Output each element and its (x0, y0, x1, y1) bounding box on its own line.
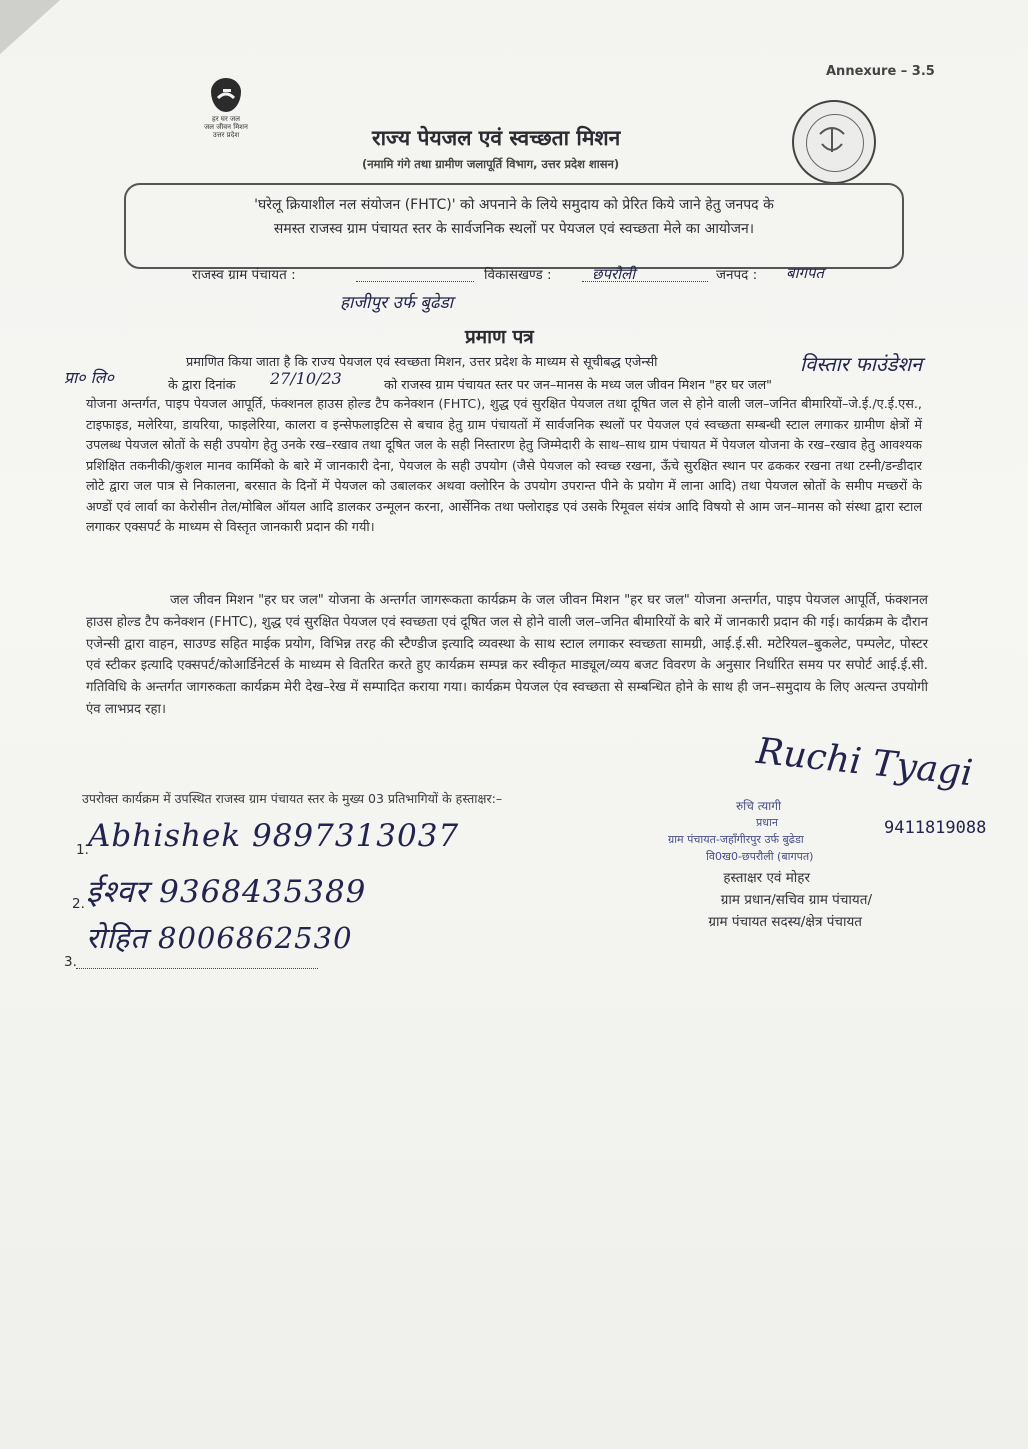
participant-1-signature: Abhishek 9897313037 (88, 818, 460, 854)
stamp-role: प्रधान (756, 816, 778, 829)
vikaskhand-dots (582, 281, 708, 282)
logo-tagline: हर घर जल जल जीवन मिशन उत्तर प्रदेश (204, 115, 248, 139)
para1-body: योजना अन्तर्गत, पाइप पेयजल आपूर्ति, फंक्शनल हाउस होल्ड टैप कनेक्शन (FHTC), शुद्ध एवं सुरक्षित पेयजल तथा दूषित जल से होने वाली जल–जनित बीमारियों–जे.ई./ए.ई.एस., टाइफाइड, मलेरिया, डायरिया, फाइलेरिया, कालरा व इन्सेफलाइटिस से बचाव हेतु ग्राम पंचायतों में सार्वजनिक स्थलों पर पेयजल एवं स्वच्छता सम्बन्धी स्टाल लगाकर ग्रामीण क्षेत्रों में उपलब्ध पेयजल स्रोतों के सही उपयोग हेतु उनके रख–रखाव तथा दूषित जल के सही निस्तारण हेतु जिम्मेदारी के साथ–साथ ग्राम पंचायत में पेयजल योजना के रख–रखाव हेतु आवश्यक प्रशिक्षित तकनीकी/कुशल मानव कार्मिको के बारे में जानकारी देना, पेयजल के सही उपयोग (जैसे पेयजल को स्वच्छ रखना, ऊँचे सुरक्षित स्थान पर ढककर रखना तथा टस्नी/डन्डीदार लोटे द्वारा जल पात्र से निकालना, बरसात के दिनों में पेयजल को उबालकर अथवा क्लोरिन के उपयोग उपरान्त पीने के प्रयोग में लाना आदि) तथा पेयजल स्रोतों के समीप मच्छरों के अण्डों एवं लार्वा का केरोसीन तेल/मोबिल ऑयल आदि डालकर उन्मूलन करना, आर्सेनिक तथा फ्लोराइड एवं उसके रिमूवल संयंत्र आदि विषयो से आम जन–मानस को संस्था द्वारा स्टाल लगाकर एक्सपर्ट के माध्यम से विस्तृत जानकारी प्रदान की गयी। (86, 397, 922, 535)
event-title-box (124, 183, 904, 269)
janpad-value: बागपत (786, 264, 824, 282)
annexure-label: Annexure – 3.5 (826, 64, 935, 79)
participant-3-num: 3. (64, 954, 77, 970)
event-date-handwritten: 27/10/23 (270, 369, 342, 388)
stamp-block: वि0ख0-छपरौली (बागपत) (706, 850, 814, 863)
gram-panchayat-label: राजस्व ग्राम पंचायत : (192, 267, 296, 283)
vikaskhand-label: विकासखण्ड : (484, 267, 552, 283)
para1-line2-a: के द्वारा दिनांक (168, 378, 236, 393)
participant-2-signature: ईश्वर 9368435389 (86, 874, 367, 910)
up-state-emblem-seal (792, 100, 876, 184)
para1-line1: प्रमाणित किया जाता है कि राज्य पेयजल एवं स्वच्छता मिशन, उत्तर प्रदेश के माध्यम से सूचीबद्ध एजेन्सी (186, 355, 658, 370)
participant-2-num: 2. (72, 896, 85, 912)
para2-body: जल जीवन मिशन "हर घर जल" योजना के अन्तर्गत जागरूकता कार्यक्रम के जल जीवन मिशन "हर घर जल" योजना अन्तर्गत, पाइप पेयजल आपूर्ति, फंक्शनल हाउस होल्ड टैप कनेक्शन (FHTC), शुद्ध एवं सुरक्षित पेयजल एवं स्वच्छता एवं दूषित जल से होने वाली जल–जनित बीमारियों के बारे में जानकारी प्रदान की गई। कार्यक्रम के दौरान एजेन्सी द्वारा वाहन, साउण्ड सहित माईक प्रयोग, विभिन्न तरह की स्टैण्डीज इत्यादि व्यवस्था के साथ स्टाल लगाकर स्वच्छता सामग्री, आई.ई.सी. मटेरियल–बुकलेट, पम्पलेट, पोस्टर एवं स्टीकर इत्यादि एक्सपर्ट/कोआर्डिनेटर्स के माध्यम से वितरित करते हुए कार्यक्रम सम्पन्न कर स्वीकृत माड्यूल/व्यय बजट विवरण के अनुसार निर्धारित समय पर सपोर्ट आई.ई.सी. गतिविधि के अन्तर्गत जागरुकता कार्यक्रम मेरी देख–रेख में सम्पादित कराया गया। कार्यक्रम पेयजल एंव स्वच्छता से सम्बन्धित होने के साथ ही जन–समुदाय के लिए अत्यन्त उपयोगी एंव लाभप्रद रहा। (86, 593, 928, 717)
mission-subtitle: (नमामि गंगे तथा ग्रामीण जलापूर्ति विभाग, उत्तर प्रदेश शासन) (362, 157, 620, 171)
stamp-gram-panchayat: ग्राम पंचायत-जहाँगीरपुर उर्फ बुढेडा (668, 833, 804, 846)
certificate-heading: प्रमाण पत्र (465, 326, 534, 348)
designation-line-2: ग्राम पंचायत सदस्य/क्षेत्र पंचायत (708, 914, 862, 930)
pradhan-signature: Ruchi Tyagi (754, 730, 975, 795)
sign-and-seal-label: हस्ताक्षर एवं मोहर (723, 870, 810, 886)
agency-name-handwritten: विस्तार फाउंडेशन (800, 352, 923, 376)
stamp-name: रुचि त्यागी (736, 799, 782, 813)
gram-panchayat-value: हाजीपुर उर्फ बुढेडा (340, 293, 454, 313)
mission-title: राज्य पेयजल एवं स्वच्छता मिशन (372, 126, 621, 150)
vikaskhand-value: छपरौली (592, 265, 636, 283)
participant-extra-signature: रोहित 8006862530 (86, 921, 353, 955)
har-ghar-jal-logo (190, 78, 262, 139)
participants-intro: उपरोक्त कार्यक्रम में उपस्थित राजस्व ग्राम पंचायत स्तर के मुख्य 03 प्रतिभागियों के हस्ताक्षर:– (82, 791, 503, 806)
participant-1-num: 1. (76, 842, 89, 858)
event-title-line-2: समस्त राजस्व ग्राम पंचायत स्तर के सार्वजनिक स्थलों पर पेयजल एवं स्वच्छता मेले का आयोजन। (273, 221, 755, 237)
har-ghar-jal-drop-icon (211, 78, 241, 112)
participant-3-line (76, 968, 318, 969)
designation-line-1: ग्राम प्रधान/सचिव ग्राम पंचायत/ (720, 892, 872, 908)
janpad-label: जनपद : (716, 267, 758, 283)
gram-panchayat-dots (356, 281, 474, 282)
para1-line2-b: को राजस्व ग्राम पंचायत स्तर पर जन–मानस के मध्य जल जीवन मिशन "हर घर जल" (384, 378, 773, 393)
pradhan-phone: 9411819088 (884, 818, 987, 838)
event-title-line-1: 'घरेलू क्रियाशील नल संयोजन (FHTC)' को अपनाने के लिये समुदाय को प्रेरित किये जाने हेतु जनपद के (254, 197, 774, 213)
agency-suffix-handwritten: प्रा० लि० (64, 368, 114, 387)
